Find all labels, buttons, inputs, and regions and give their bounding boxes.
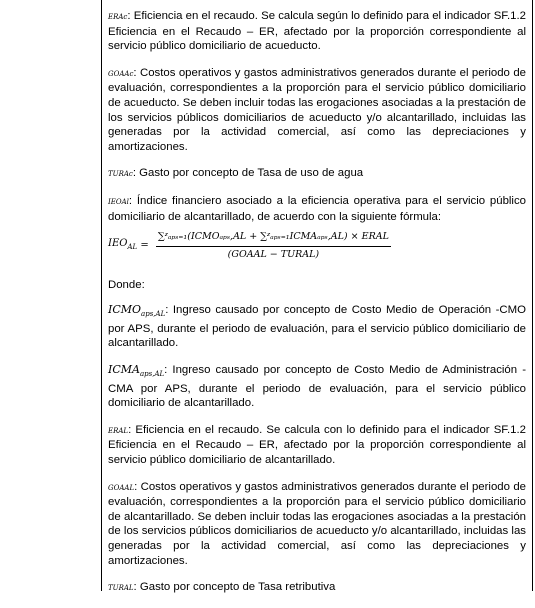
symbol-tur-ac: TURAc <box>108 170 133 179</box>
text-tur-ac: : Gasto por concepto de Tasa de uso de agua <box>132 167 364 180</box>
formula-lhs: $IEO_{AL}$ <box>108 238 138 252</box>
formula-equals: = <box>137 239 152 251</box>
symbol-er-ac: ERAc <box>108 13 128 21</box>
text-ieo-al: : Índice financiero asociado a la eficiencia operativa para el servicio público domiciliario de alcantarillado, de acuerdo con la siguiente fórmula: <box>108 194 526 223</box>
paragraph-goa-al <box>108 480 526 569</box>
formula-numerator: ∑ᶻₐₚₛ₌₁(ICMOₐₚₛ,AL + ∑ᶻₐₚₛ₌₁ICMAₐₚₛ,AL) × ERAL <box>156 230 391 247</box>
ieo-formula <box>108 230 526 262</box>
symbol-icmo: $ICMO_{aps,AL}$ <box>108 302 166 319</box>
text-tur-al: : Gasto por concepto de Tasa retributiva <box>133 581 336 594</box>
formula-denominator: (GOAAL − TURAL) <box>227 248 320 260</box>
symbol-tur-al: TURAL <box>108 584 134 593</box>
paragraph-goa-ac <box>108 66 526 155</box>
paragraph-icmo <box>108 303 526 351</box>
formula-fraction <box>156 230 391 262</box>
symbol-er-al: ERAL <box>108 426 129 435</box>
symbol-goa-ac: GOAAc <box>108 69 134 78</box>
symbol-goa-al: GOAAL <box>108 483 135 492</box>
paragraph-tur-al <box>108 580 526 596</box>
text-er-al: : Eficiencia en el recaudo. Se calcula con lo definido para el indicador SF.1.2 Eficiencia en el Recaudo – ER, afectado por la proporción correspondiente al servicio público domiciliario de alcantarillado. <box>108 423 526 467</box>
donde-label: Donde: <box>108 279 145 292</box>
text-er-ac: : Eficiencia en el recaudo. Se calcula según lo definido para el indicador SF.1.2 Eficiencia en el Recaudo – ER, afectado por la proporción correspondiente al servicio público domiciliario de acueducto. <box>108 10 526 53</box>
symbol-ieo-al: IEOAl <box>108 197 129 206</box>
symbol-icma: $ICMA_{aps,AL}$ <box>108 362 165 379</box>
text-icmo: : Ingreso causado por concepto de Costo Medio de Operación -CMO por APS, durante el periodo de evaluación, para el servicio público domiciliario de alcantarillado. <box>108 303 526 350</box>
paragraph-ieo-al <box>108 194 526 224</box>
text-goa-ac: : Costos operativos y gastos administrativos generados durante el periodo de evaluación, correspondientes a la proporción para el servicio público domiciliario de acueducto. Se deben incluir todas las erogaciones asociadas a la prestación de los servicios públicos domiciliarios de acueducto y/o alcantarillado, incluidas las generadas por la actividad comercial, así como las depreciaciones y amortizaciones. <box>108 66 526 153</box>
text-goa-al: : Costos operativos y gastos administrativos generados durante el periodo de evaluación, correspondientes a la proporción para el servicio público domiciliario de alcantarillado. Se deben incluir todas las erogaciones asociadas a la prestación de los servicios públicos domiciliarios de acueducto y/o alcantarillado, incluidas las generadas por la actividad comercial, así como las depreciaciones y amortizaciones. <box>108 480 526 567</box>
table-border-right <box>532 0 533 591</box>
paragraph-tur-ac <box>108 166 526 182</box>
text-icma: : Ingreso causado por concepto de Costo Medio de Administración - CMA por APS, durante el periodo de evaluación, para el servicio público domiciliario de alcantarillado. <box>108 363 526 410</box>
document-cell <box>108 9 526 608</box>
paragraph-er-al <box>108 423 526 468</box>
paragraph-icma <box>108 363 526 411</box>
table-border-left <box>101 0 102 591</box>
paragraph-er-ac <box>108 9 526 54</box>
